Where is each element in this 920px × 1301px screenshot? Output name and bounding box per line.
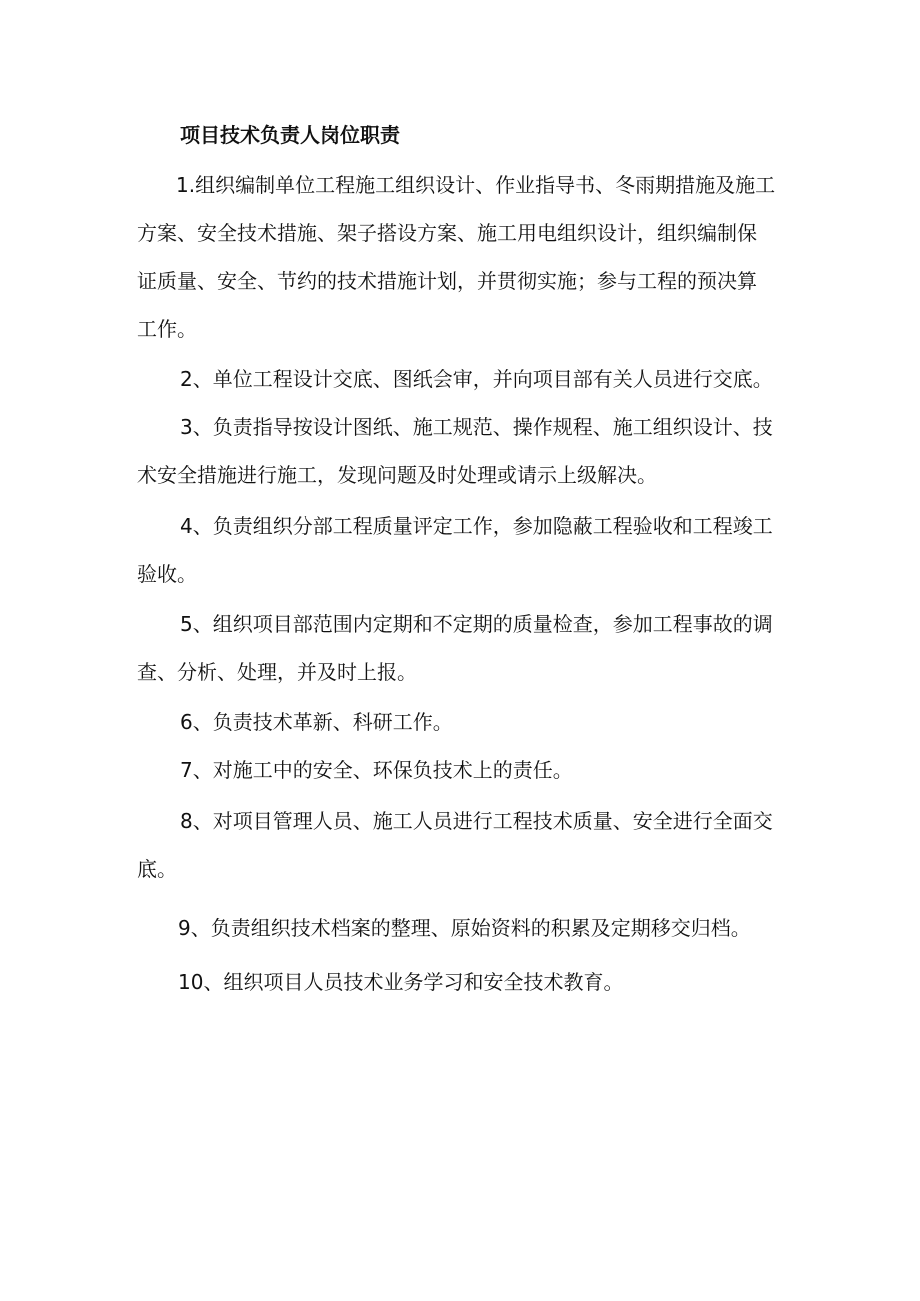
item-2-line-1: 2、单位工程设计交底、图纸会审，并向项目部有关人员进行交底。 xyxy=(180,367,773,391)
item-6-line-1: 6、负责技术革新、科研工作。 xyxy=(180,710,453,734)
item-10-line-1: 10、组织项目人员技术业务学习和安全技术教育。 xyxy=(178,970,624,994)
item-1-line-1: 1.组织编制单位工程施工组织设计、作业指导书、冬雨期措施及施工 xyxy=(176,173,776,197)
item-9-line-1: 9、负责组织技术档案的整理、原始资料的积累及定期移交归档。 xyxy=(178,916,751,940)
item-4-line-2: 验收。 xyxy=(137,562,197,586)
item-8-line-1: 8、对项目管理人员、施工人员进行工程技术质量、安全进行全面交 xyxy=(180,809,773,833)
item-8-line-2: 底。 xyxy=(137,857,177,881)
item-7-line-1: 7、对施工中的安全、环保负技术上的责任。 xyxy=(180,758,573,782)
item-1-line-4: 工作。 xyxy=(137,317,197,341)
item-1-line-3: 证质量、安全、节约的技术措施计划，并贯彻实施；参与工程的预决算 xyxy=(137,269,757,293)
item-3-line-1: 3、负责指导按设计图纸、施工规范、操作规程、施工组织设计、技 xyxy=(180,415,773,439)
item-5-line-2: 查、分析、处理，并及时上报。 xyxy=(137,660,417,684)
item-4-line-1: 4、负责组织分部工程质量评定工作，参加隐蔽工程验收和工程竣工 xyxy=(180,514,773,538)
item-1-line-2: 方案、安全技术措施、架子搭设方案、施工用电组织设计，组织编制保 xyxy=(137,221,757,245)
item-3-line-2: 术安全措施进行施工，发现问题及时处理或请示上级解决。 xyxy=(137,463,657,487)
document-title: 项目技术负责人岗位职责 xyxy=(180,123,400,147)
item-5-line-1: 5、组织项目部范围内定期和不定期的质量检查，参加工程事故的调 xyxy=(180,612,773,636)
